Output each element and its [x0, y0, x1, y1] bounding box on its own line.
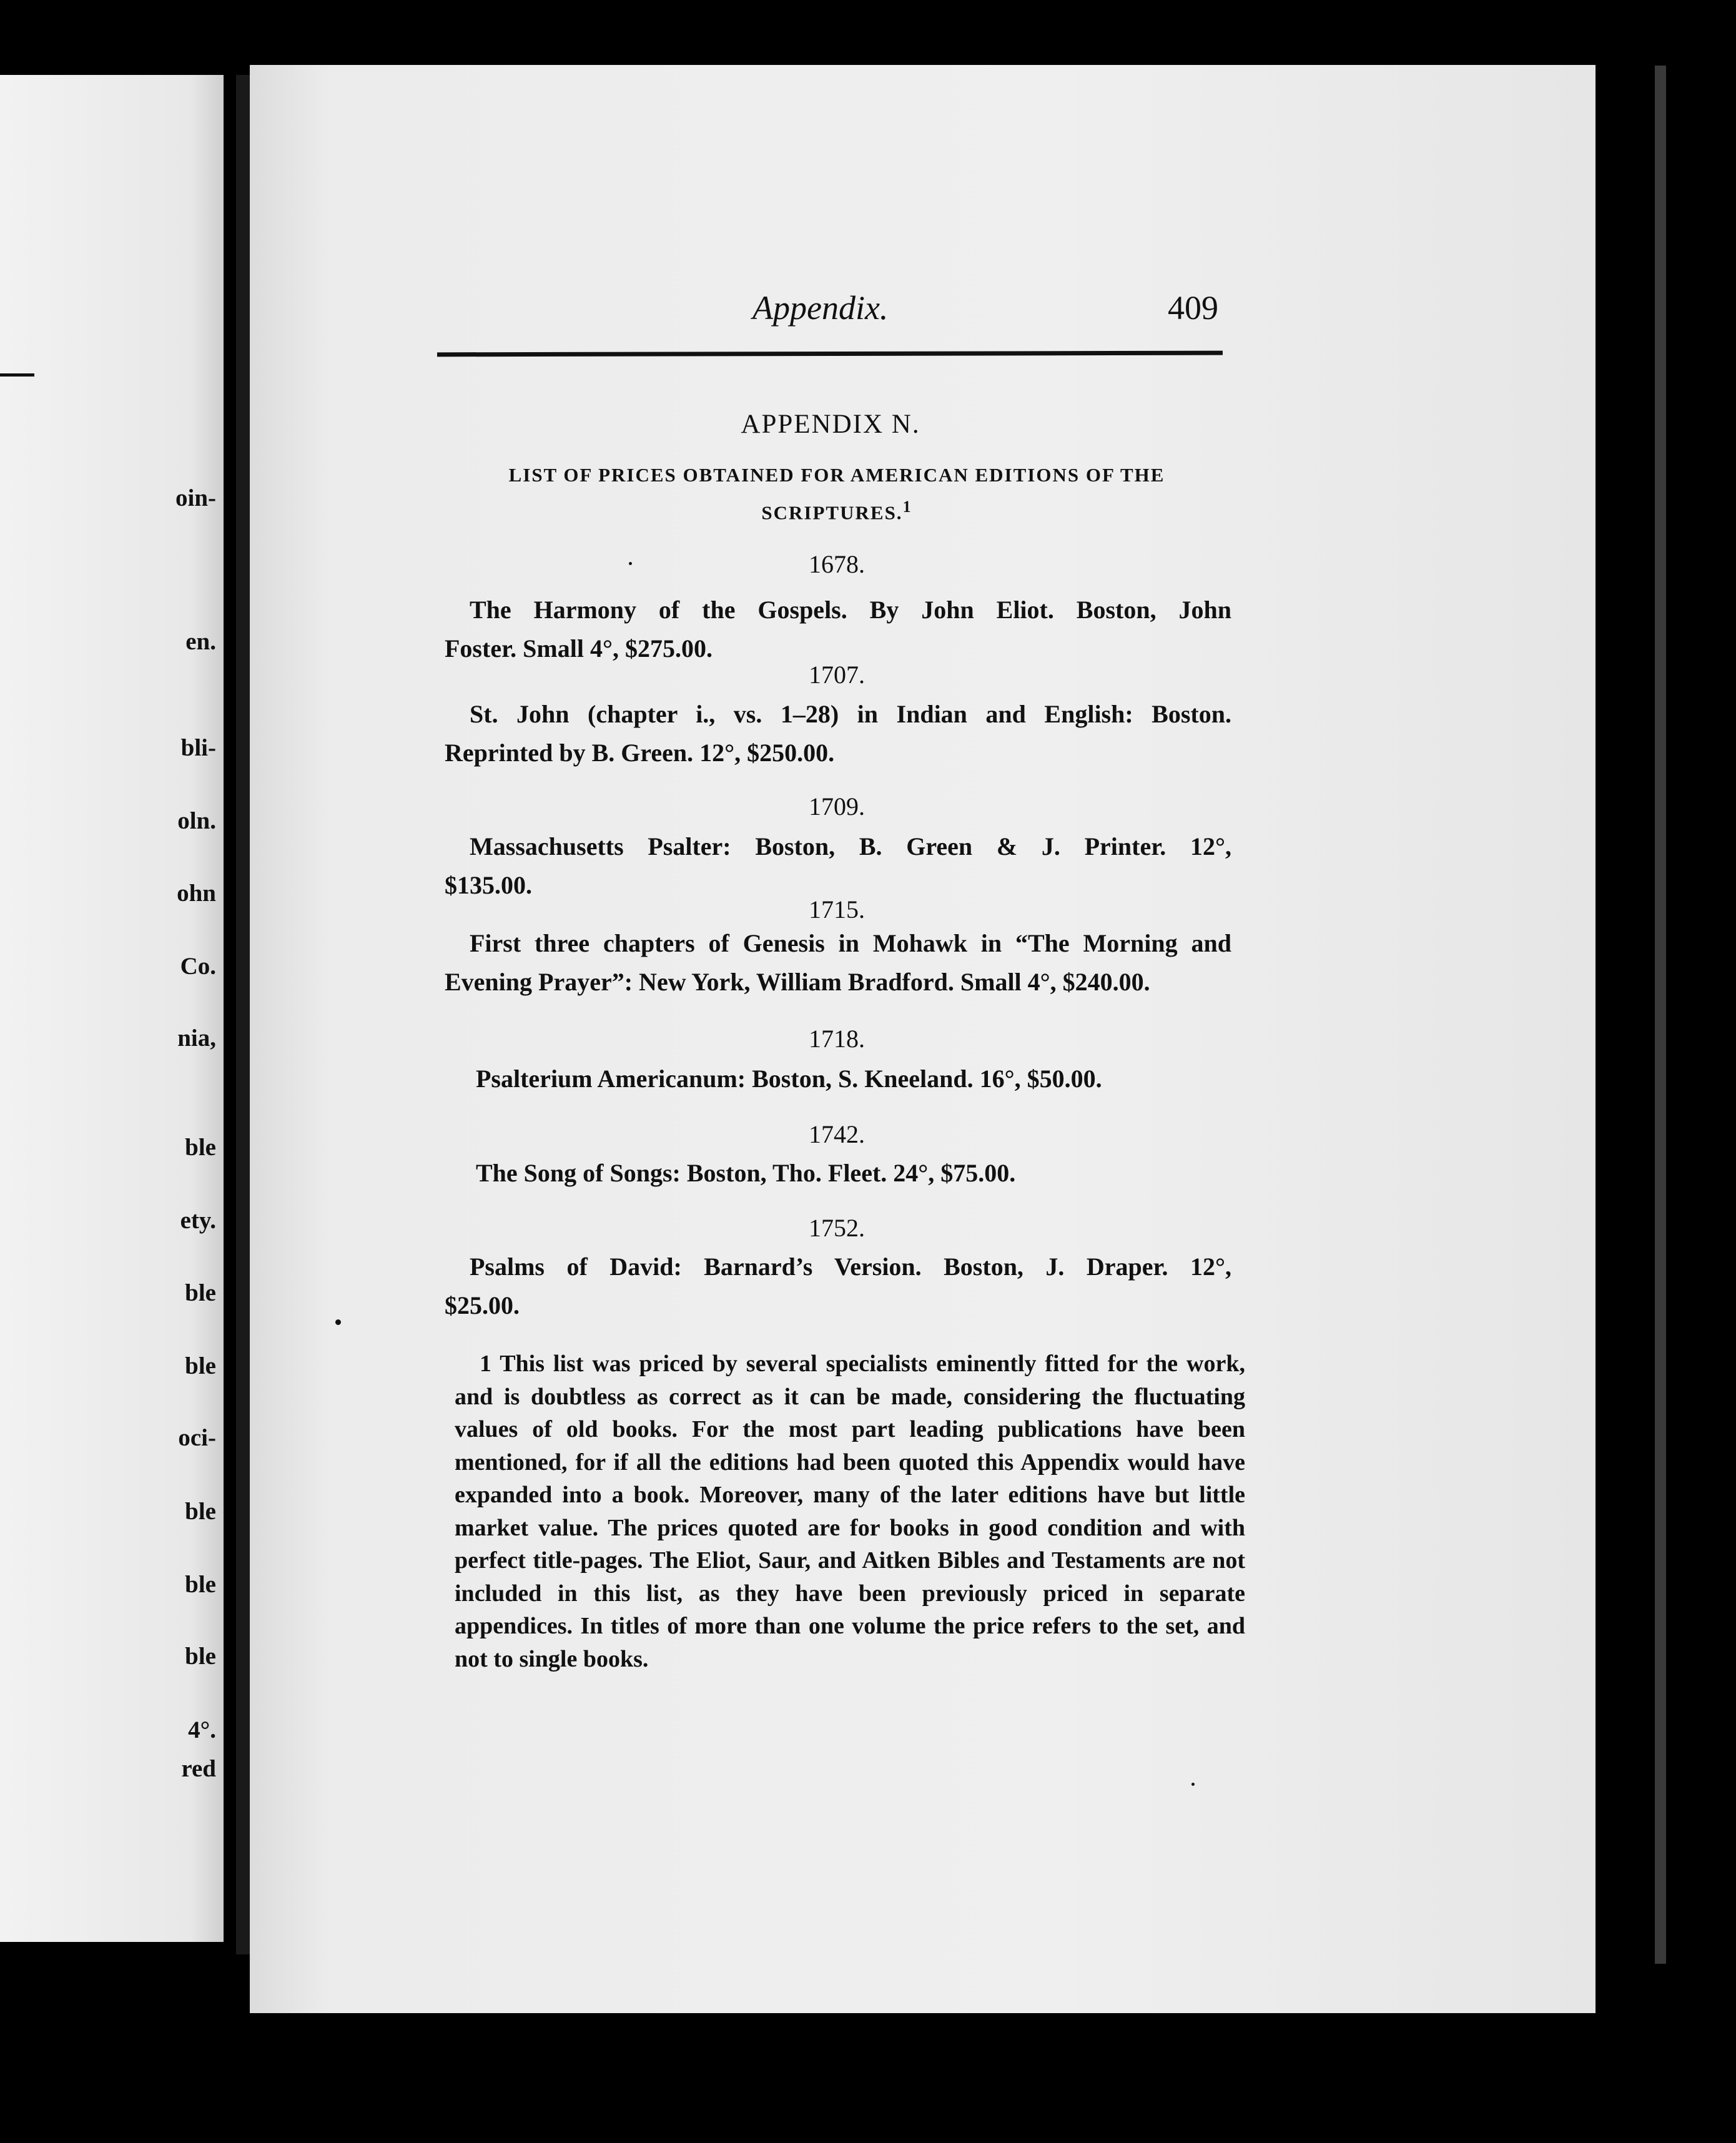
facing-fragment: oln. [177, 807, 216, 834]
page-edge [1655, 66, 1666, 1964]
entry-line: $25.00. [445, 1291, 520, 1319]
entry-line: First three chapters of Genesis in Mohawk in “The Morning and [470, 929, 1231, 957]
appendix-subtitle-text: LIST OF PRICES OBTAINED FOR AMERICAN EDITIONS OF THE SCRIPTURES. [508, 464, 1165, 524]
facing-fragment: ble [185, 1643, 216, 1670]
entry [445, 695, 1231, 772]
facing-fragment: ble [185, 1498, 216, 1525]
appendix-subtitle [450, 459, 1224, 528]
facing-fragment: nia, [177, 1025, 216, 1052]
gutter [236, 75, 250, 1954]
speck [335, 1319, 341, 1325]
facing-fragment: ohn [177, 880, 216, 907]
entry-line: Foster. Small 4°, $275.00. [445, 634, 713, 663]
facing-page-rule [0, 373, 34, 377]
entry-line: Reprinted by B. Green. 12°, $250.00. [445, 739, 835, 767]
footnote-text: This list was priced by several specialists eminently fitted for the work, and is doubtless as correct as it can be made, considering the fluctuating values of old books. For the most part leading publications have been mentioned, for if all the editions had been quoted this Appendix would have expanded into a book. Moreover, many of the later editions have but little market value. The prices quoted are for books in good condition and with perfect title-pages. The Eliot, Saur, and Aitken Bibles and Testaments are not included in this list, as they have been previously priced in separate appendices. In titles of more than one volume the price refers to the set, and not to single books. [455, 1351, 1245, 1672]
entry [445, 1248, 1231, 1325]
entry-line: The Song of Songs: Boston, Tho. Fleet. 24°, $75.00. [476, 1159, 1016, 1187]
appendix-title: APPENDIX N. [741, 410, 920, 439]
entry [445, 1154, 1231, 1193]
facing-fragment: en. [185, 628, 216, 655]
entry-year: 1709. [809, 792, 865, 820]
facing-fragment: ble [185, 1571, 216, 1598]
speck [1191, 1783, 1195, 1786]
entry-year: 1718. [809, 1025, 865, 1053]
footnote-marker: 1 [480, 1351, 491, 1377]
page-number: 409 [1168, 289, 1218, 327]
footnote [455, 1347, 1245, 1675]
entry-line: Evening Prayer”: New York, William Bradford. Small 4°, $240.00. [445, 968, 1150, 996]
entry-year: 1678. [809, 550, 865, 578]
facing-fragment: bli- [180, 734, 216, 761]
entry-line: $135.00. [445, 871, 532, 899]
facing-fragment: 4°. [188, 1717, 216, 1743]
facing-fragment: ble [185, 1279, 216, 1306]
entry-year: 1707. [809, 661, 865, 689]
entry-year: 1715. [809, 895, 865, 924]
entry-line: The Harmony of the Gospels. By John Eliot. Boston, John [470, 596, 1231, 624]
entry [445, 591, 1231, 668]
facing-page [0, 75, 224, 1942]
entry [445, 924, 1231, 1002]
entry-line: Massachusetts Psalter: Boston, B. Green & J. Printer. 12°, [470, 832, 1231, 860]
facing-fragment: Co. [180, 953, 216, 980]
speck [629, 562, 632, 565]
entry [445, 827, 1231, 905]
footnote-reference: 1 [902, 498, 912, 516]
entry [445, 1060, 1231, 1098]
entry-line: Psalterium Americanum: Boston, S. Kneeland. 16°, $50.00. [476, 1065, 1102, 1093]
facing-fragment: oin- [175, 485, 216, 511]
facing-fragment: ble [185, 1134, 216, 1161]
facing-fragment: ety. [180, 1207, 216, 1234]
facing-fragment: red [181, 1755, 216, 1782]
entry-line: St. John (chapter i., vs. 1–28) in Indian and English: Boston. [470, 700, 1231, 728]
facing-fragment: oci- [178, 1424, 216, 1451]
entry-year: 1752. [809, 1214, 865, 1242]
facing-fragment: ble [185, 1352, 216, 1379]
entry-line: Psalms of David: Barnard’s Version. Boston, J. Draper. 12°, [470, 1253, 1231, 1281]
entry-year: 1742. [809, 1120, 865, 1148]
running-head: Appendix. [752, 289, 889, 327]
